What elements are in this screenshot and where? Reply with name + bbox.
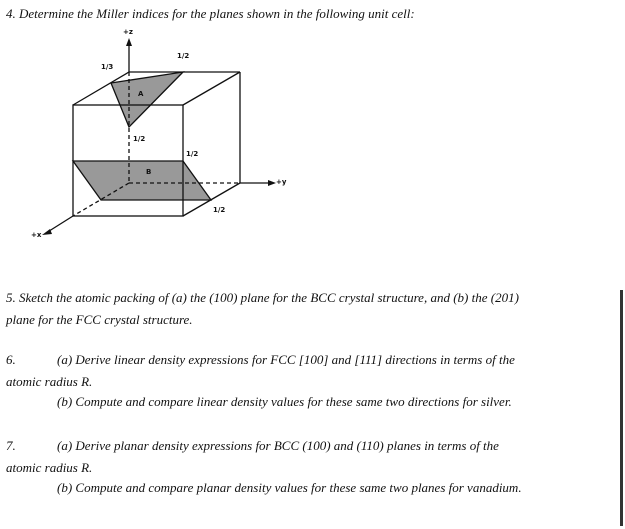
q6-number: 6. — [6, 352, 16, 367]
q7-line2: atomic radius R. — [6, 460, 93, 475]
plane-b-label: B — [146, 168, 152, 176]
q7-line1: (a) Derive planar density expressions for BCC (100) and (110) planes in terms of the — [57, 438, 499, 453]
plane-a — [111, 72, 183, 127]
plane-a-label: A — [138, 90, 144, 98]
q6-line1: (a) Derive linear density expressions for FCC [100] and [111] directions in terms of the — [57, 352, 515, 367]
fraction-third: 1/3 — [101, 63, 114, 71]
z-axis-label: +z — [123, 28, 133, 36]
fraction-half-side: 1/2 — [186, 150, 199, 158]
y-arrow-icon — [268, 180, 276, 186]
q7-number: 7. — [6, 438, 16, 453]
page-edge-bar — [620, 290, 623, 526]
y-axis-label: +y — [276, 178, 287, 186]
plane-b — [73, 161, 211, 200]
q6-line2: atomic radius R. — [6, 374, 93, 389]
q5-line2: plane for the FCC crystal structure. — [6, 312, 193, 327]
fraction-half-bottom: 1/2 — [213, 206, 226, 214]
q7-line3: (b) Compute and compare planar density values for these same two planes for vanadium. — [57, 480, 522, 495]
z-arrow-icon — [126, 38, 132, 46]
x-axis-label: +x — [31, 231, 42, 239]
q4-title: 4. Determine the Miller indices for the planes shown in the following unit cell: — [6, 6, 415, 21]
q6-line3: (b) Compute and compare linear density values for these same two directions for silver. — [57, 394, 512, 409]
fraction-half-top: 1/2 — [177, 52, 190, 60]
fraction-half-z: 1/2 — [133, 135, 146, 143]
q5-line1: 5. Sketch the atomic packing of (a) the (100) plane for the BCC crystal structure, and (b) the (201) — [6, 290, 519, 305]
unit-cell-figure — [0, 0, 320, 250]
